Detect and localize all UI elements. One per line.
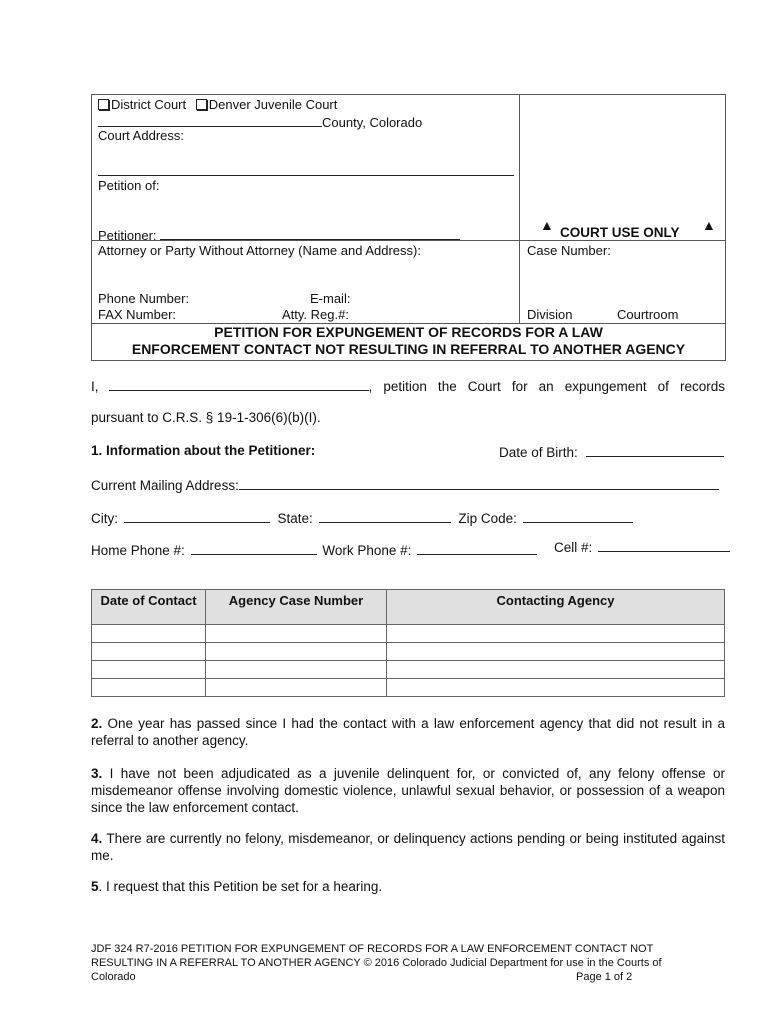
county-field[interactable] bbox=[98, 113, 322, 127]
zip-field[interactable] bbox=[523, 509, 633, 523]
fax-number-label: FAX Number: bbox=[98, 307, 177, 322]
case-number-cell[interactable] bbox=[206, 643, 387, 661]
footer-line-2: RESULTING IN A REFERRAL TO ANOTHER AGENCY © 2016 Colorado Judicial Department for use in the Courts of bbox=[91, 957, 662, 969]
agency-contact-table bbox=[91, 589, 725, 697]
atty-reg-label: Atty. Reg.#: bbox=[282, 307, 349, 322]
petitioner-field[interactable] bbox=[160, 226, 460, 240]
contacting-agency-header: Contacting Agency bbox=[387, 590, 725, 625]
intro-prefix: I, bbox=[91, 379, 99, 394]
dob-field[interactable] bbox=[586, 443, 724, 457]
city-field[interactable] bbox=[124, 509, 270, 523]
date-of-contact-header: Date of Contact bbox=[92, 590, 206, 625]
up-arrow-right-icon: ▲ bbox=[702, 217, 716, 233]
paragraph-2-number: 2. bbox=[91, 716, 103, 731]
phone-number-label: Phone Number: bbox=[98, 291, 190, 306]
table-row bbox=[92, 661, 725, 679]
mailing-address-label: Current Mailing Address: bbox=[91, 478, 239, 493]
paragraph-4-text: There are currently no felony, misdemeanor, or delinquency actions pending or being instituted against me. bbox=[91, 831, 725, 863]
paragraph-2 bbox=[91, 715, 725, 749]
caption-box bbox=[91, 94, 726, 324]
work-phone-label: Work Phone #: bbox=[322, 543, 412, 558]
case-number-cell[interactable] bbox=[206, 661, 387, 679]
footer-line-1: JDF 324 R7-2016 PETITION FOR EXPUNGEMENT OF RECORDS FOR A LAW ENFORCEMENT CONTACT NOT bbox=[91, 943, 654, 955]
home-phone-label: Home Phone #: bbox=[91, 543, 185, 558]
county-suffix: County, Colorado bbox=[322, 115, 423, 130]
table-row bbox=[92, 679, 725, 697]
denver-juvenile-court-label: Denver Juvenile Court bbox=[208, 97, 338, 112]
table-row bbox=[92, 625, 725, 643]
date-cell[interactable] bbox=[92, 643, 206, 661]
case-number-cell[interactable] bbox=[206, 625, 387, 643]
date-cell[interactable] bbox=[92, 661, 206, 679]
denver-juvenile-court-checkbox[interactable] bbox=[196, 99, 207, 110]
courtroom-label: Courtroom bbox=[617, 307, 679, 322]
form-footer bbox=[91, 942, 691, 984]
district-court-checkbox[interactable] bbox=[98, 99, 109, 110]
document-title-line-1: PETITION FOR EXPUNGEMENT OF RECORDS FOR A LAW bbox=[214, 324, 603, 340]
paragraph-3-number: 3. bbox=[91, 766, 103, 781]
court-address-field[interactable] bbox=[98, 175, 514, 176]
case-number-cell[interactable] bbox=[206, 679, 387, 697]
page-number: Page 1 of 2 bbox=[576, 971, 633, 983]
agency-cell[interactable] bbox=[387, 661, 725, 679]
paragraph-4-number: 4. bbox=[91, 831, 103, 846]
caption-vertical-divider bbox=[519, 95, 520, 323]
cell-line bbox=[554, 538, 730, 555]
court-use-only-label: COURT USE ONLY bbox=[560, 225, 680, 240]
table-row bbox=[92, 643, 725, 661]
mailing-address-line bbox=[91, 476, 719, 493]
petitioner-name-field[interactable] bbox=[109, 377, 369, 391]
dob-line bbox=[499, 443, 724, 460]
state-field[interactable] bbox=[319, 509, 451, 523]
mailing-address-field[interactable] bbox=[239, 476, 719, 490]
paragraph-5 bbox=[91, 878, 725, 895]
paragraph-4 bbox=[91, 830, 725, 864]
intro-suffix: , petition the Court for an expungement of records bbox=[368, 379, 725, 394]
petitioner-line bbox=[98, 226, 460, 243]
document-title-box bbox=[91, 322, 726, 361]
paragraph-5-text: . I request that this Petition be set for a hearing. bbox=[98, 879, 383, 894]
district-court-label: District Court bbox=[111, 97, 187, 112]
work-phone-field[interactable] bbox=[417, 541, 537, 555]
home-phone-field[interactable] bbox=[191, 541, 317, 555]
up-arrow-left-icon: ▲ bbox=[540, 217, 554, 233]
email-label: E-mail: bbox=[310, 291, 351, 306]
intro-line bbox=[91, 377, 725, 394]
petition-of-label: Petition of: bbox=[98, 178, 160, 193]
paragraph-2-text: One year has passed since I had the contact with a law enforcement agency that did not result in a referral to another agency. bbox=[91, 716, 725, 748]
zip-label: Zip Code: bbox=[458, 511, 517, 526]
cell-field[interactable] bbox=[598, 538, 730, 552]
date-cell[interactable] bbox=[92, 679, 206, 697]
case-number-label: Case Number: bbox=[527, 243, 611, 258]
intro-statute: pursuant to C.R.S. § 19-1-306(6)(b)(I). bbox=[91, 410, 321, 425]
agency-cell[interactable] bbox=[387, 643, 725, 661]
footer-line-3: Colorado bbox=[91, 971, 136, 983]
attorney-label: Attorney or Party Without Attorney (Name and Address): bbox=[98, 243, 421, 258]
table-header-row bbox=[92, 590, 725, 625]
agency-case-number-header: Agency Case Number bbox=[206, 590, 387, 625]
paragraph-3-text: I have not been adjudicated as a juvenile delinquent for, or convicted of, any felony offense or misdemeanor offense involving domestic violence, unlawful sexual behavior, or possession of a weapon since the law enforcement contact. bbox=[91, 766, 725, 815]
court-address-label: Court Address: bbox=[98, 128, 184, 143]
city-state-zip-line bbox=[91, 509, 633, 526]
footer-line-3-row bbox=[91, 970, 691, 984]
petitioner-label: Petitioner: bbox=[98, 228, 157, 243]
document-title-line-2: ENFORCEMENT CONTACT NOT RESULTING IN REFERRAL TO ANOTHER AGENCY bbox=[131, 341, 686, 357]
date-cell[interactable] bbox=[92, 625, 206, 643]
paragraph-5-number: 5 bbox=[91, 879, 99, 894]
city-label: City: bbox=[91, 511, 118, 526]
state-label: State: bbox=[277, 511, 313, 526]
dob-label: Date of Birth: bbox=[499, 445, 578, 460]
phone-line bbox=[91, 541, 537, 558]
paragraph-3 bbox=[91, 765, 725, 816]
division-label: Division bbox=[527, 307, 573, 322]
section-1-heading: 1. Information about the Petitioner: bbox=[91, 443, 316, 458]
cell-label: Cell #: bbox=[554, 540, 593, 555]
court-type-options bbox=[98, 97, 337, 112]
agency-cell[interactable] bbox=[387, 679, 725, 697]
agency-cell[interactable] bbox=[387, 625, 725, 643]
